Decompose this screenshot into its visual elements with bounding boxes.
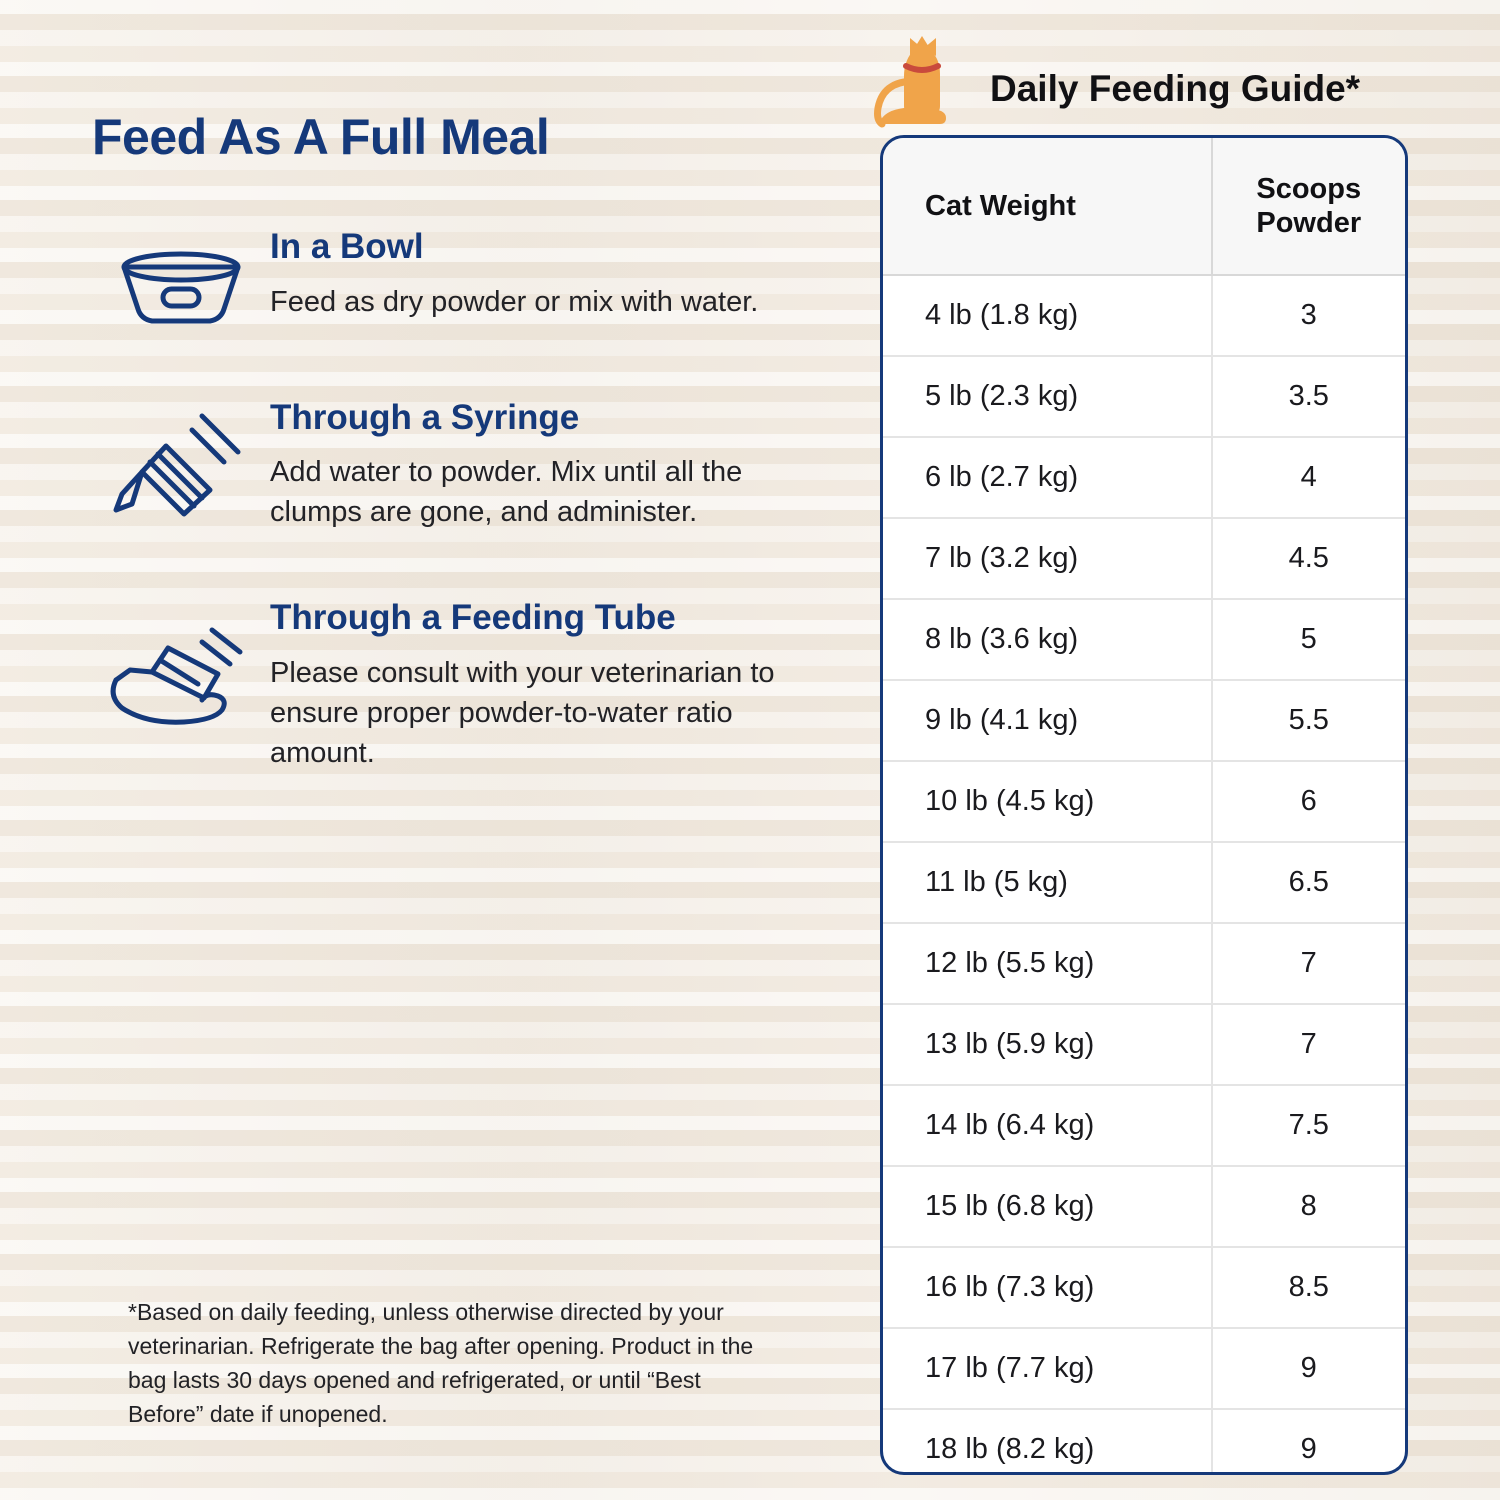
cell-cat-weight: 13 lb (5.9 kg) [883, 1004, 1212, 1085]
cell-scoops: 4 [1212, 437, 1406, 518]
method-body: Feed as dry powder or mix with water. [270, 285, 759, 318]
table-row [883, 1409, 1405, 1475]
table-header-row [883, 138, 1405, 275]
method-title: In a Bowl [270, 227, 424, 266]
cell-cat-weight: 7 lb (3.2 kg) [883, 518, 1212, 599]
table-row [883, 1004, 1405, 1085]
cell-scoops: 9 [1212, 1328, 1406, 1409]
table-body [883, 275, 1405, 1475]
column-header-cat-weight: Cat Weight [883, 138, 1212, 275]
guide-heading: Daily Feeding Guide* [990, 68, 1361, 109]
cell-cat-weight: 17 lb (7.7 kg) [883, 1328, 1212, 1409]
cell-cat-weight: 18 lb (8.2 kg) [883, 1409, 1212, 1475]
cell-cat-weight: 5 lb (2.3 kg) [883, 356, 1212, 437]
table-row [883, 356, 1405, 437]
cell-cat-weight: 12 lb (5.5 kg) [883, 923, 1212, 1004]
cell-scoops: 6 [1212, 761, 1406, 842]
cell-scoops: 6.5 [1212, 842, 1406, 923]
page-title: Feed As A Full Meal [92, 109, 550, 165]
table-row [883, 842, 1405, 923]
cell-cat-weight: 4 lb (1.8 kg) [883, 275, 1212, 356]
syringe-icon [106, 410, 256, 520]
cell-scoops: 7.5 [1212, 1085, 1406, 1166]
table-row [883, 680, 1405, 761]
feeding-tube-icon [106, 626, 256, 736]
table-row [883, 275, 1405, 356]
cell-cat-weight: 15 lb (6.8 kg) [883, 1166, 1212, 1247]
cell-scoops: 5.5 [1212, 680, 1406, 761]
table-row [883, 1085, 1405, 1166]
table-row [883, 1247, 1405, 1328]
cell-scoops: 3 [1212, 275, 1406, 356]
method-title: Through a Syringe [270, 397, 580, 437]
feeding-guide-table-card [880, 135, 1408, 1475]
table-row [883, 437, 1405, 518]
cell-cat-weight: 8 lb (3.6 kg) [883, 599, 1212, 680]
cell-scoops: 7 [1212, 1004, 1406, 1085]
bowl-icon [106, 227, 256, 337]
cell-scoops: 7 [1212, 923, 1406, 1004]
column-header-scoops-powder: Scoops Powder [1212, 138, 1406, 275]
method-title: Through a Feeding Tube [270, 598, 676, 638]
cell-scoops: 9 [1300, 1433, 1317, 1466]
cell-cat-weight: 10 lb (4.5 kg) [883, 761, 1212, 842]
table-row [883, 761, 1405, 842]
feeding-guide-table [883, 138, 1405, 1475]
footnote: *Based on daily feeding, unless otherwise directed by your veterinarian. Refrigerate the bag after opening. Product in the bag lasts 30 days opened and refrigerated, or until “Best Before” date if unopened. [128, 1299, 754, 1428]
cell-cat-weight: 6 lb (2.7 kg) [883, 437, 1212, 518]
table-row [883, 1166, 1405, 1247]
cat-icon [866, 22, 978, 134]
cell-cat-weight: 14 lb (6.4 kg) [883, 1085, 1212, 1166]
method-in-a-bowl [92, 227, 792, 322]
method-through-a-syringe [92, 398, 792, 533]
cell-cat-weight: 9 lb (4.1 kg) [883, 680, 1212, 761]
cell-cat-weight: 16 lb (7.3 kg) [883, 1247, 1212, 1328]
cell-scoops: 8.5 [1212, 1247, 1406, 1328]
cell-scoops: 3.5 [1212, 356, 1406, 437]
table-row [883, 599, 1405, 680]
method-body: Please consult with your veterinarian to ensure proper powder-to-water ratio amount. [270, 656, 775, 769]
table-row [883, 1328, 1405, 1409]
cell-cat-weight: 11 lb (5 kg) [883, 842, 1212, 923]
cell-scoops: 8 [1212, 1166, 1406, 1247]
feeding-methods-section [92, 110, 792, 825]
table-row [883, 923, 1405, 1004]
table-row [883, 518, 1405, 599]
cell-scoops: 4.5 [1212, 518, 1406, 599]
cell-scoops: 5 [1212, 599, 1406, 680]
method-body: Add water to powder. Mix until all the clumps are gone, and administer. [270, 456, 743, 529]
method-through-a-feeding-tube [92, 598, 792, 773]
